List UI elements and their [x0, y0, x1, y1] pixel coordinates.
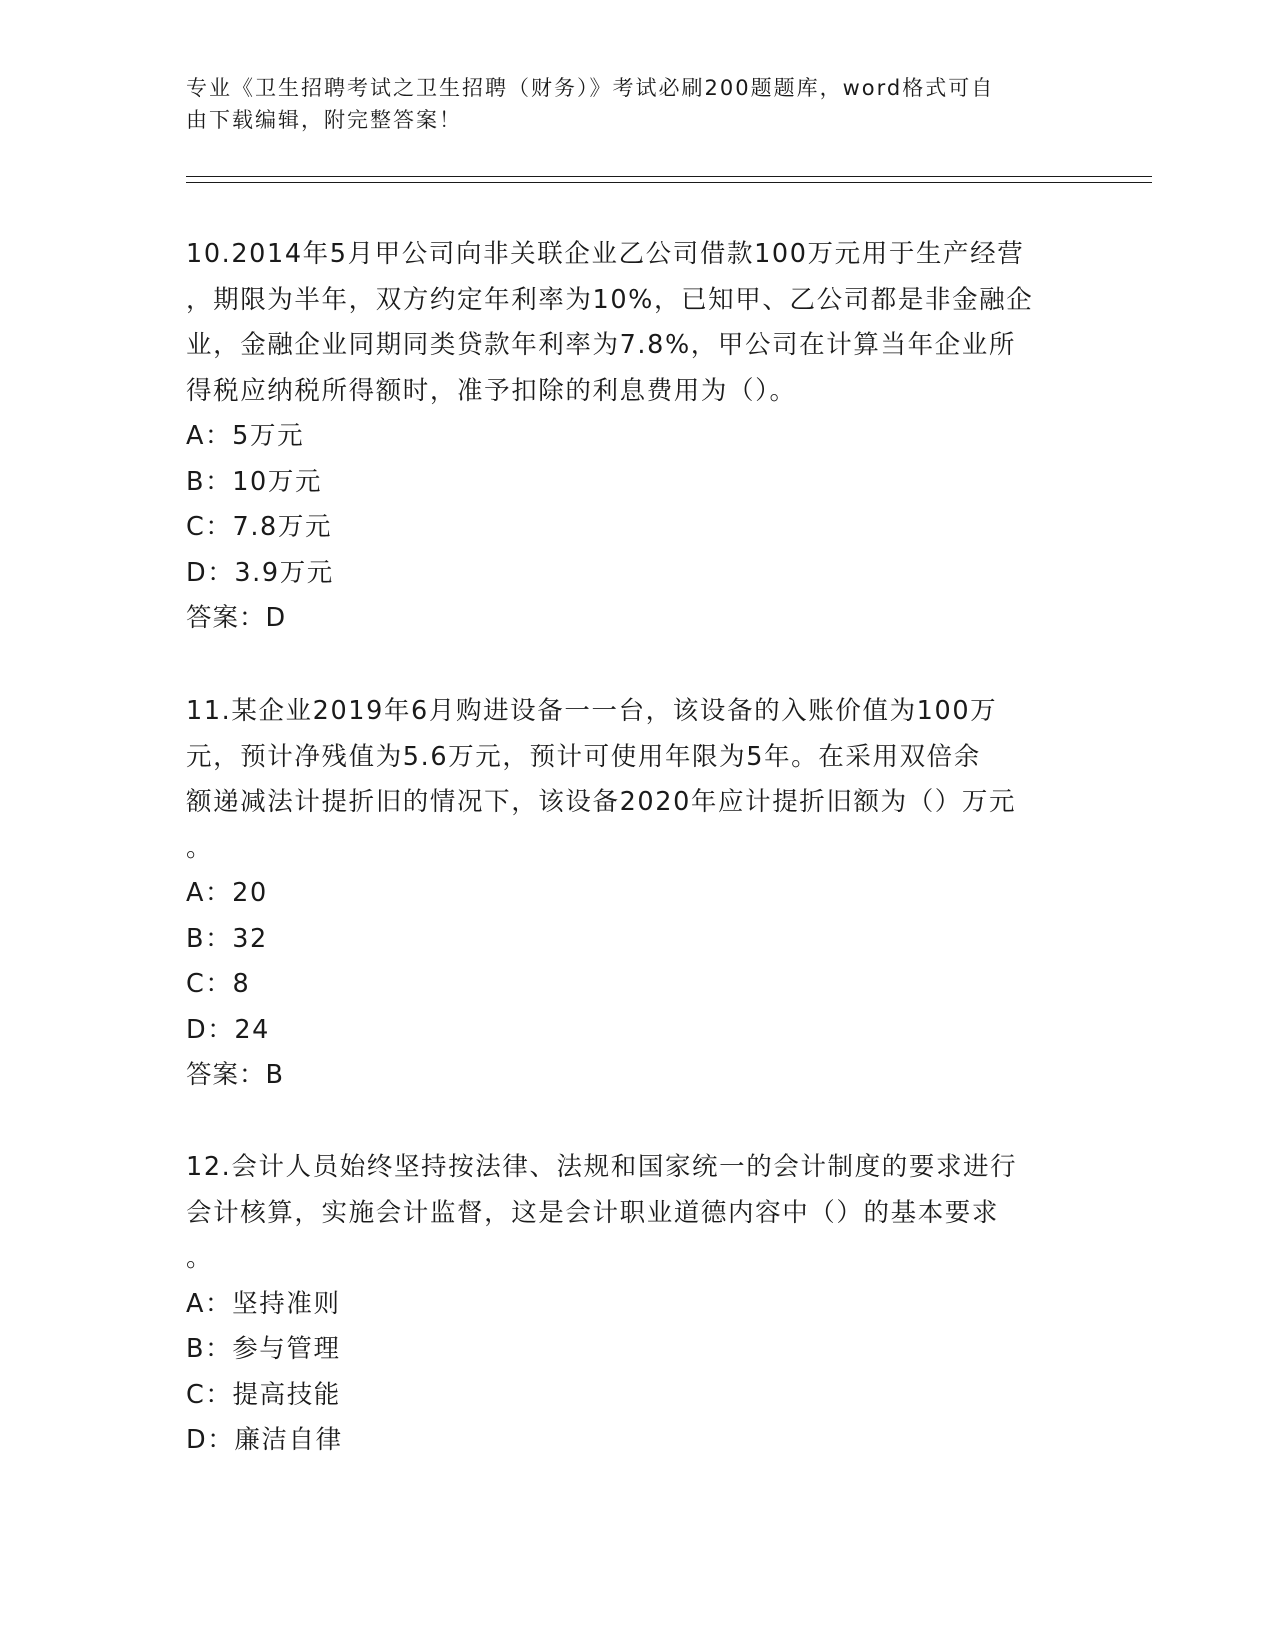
option-c: C：8 — [186, 969, 251, 999]
stem-line: 12.会计人员始终坚持按法律、法规和国家统一的会计制度的要求进行 — [186, 1152, 1018, 1182]
stem-line: 元，预计净残值为5.6万元，预计可使用年限为5年。在采用双倍余 — [186, 741, 981, 772]
answer-line: 答案：D — [186, 603, 287, 633]
answer-line: 答案：B — [186, 1060, 284, 1090]
option-c: C：提高技能 — [186, 1379, 341, 1410]
header-divider-top — [186, 176, 1152, 177]
question-stem — [186, 1145, 1086, 1282]
header-line-2: 由下载编辑，附完整答案！ — [186, 108, 462, 132]
question-10 — [186, 232, 1086, 642]
stem-line: 得税应纳税所得额时，准予扣除的利息费用为（）。 — [186, 375, 797, 406]
option-b: B：10万元 — [186, 466, 323, 497]
stem-line: ，期限为半年，双方约定年利率为10%，已知甲、乙公司都是非金融企 — [186, 284, 1034, 315]
stem-line: 会计核算，实施会计监督，这是会计职业道德内容中（）的基本要求 — [186, 1197, 1000, 1228]
question-12 — [186, 1145, 1086, 1464]
option-a: A：5万元 — [186, 421, 305, 451]
option-d: D：廉洁自律 — [186, 1425, 343, 1455]
stem-line: 额递减法计提折旧的情况下，该设备2020年应计提折旧额为（）万元 — [186, 787, 1017, 817]
stem-line: 10.2014年5月甲公司向非关联企业乙公司借款100万元用于生产经营 — [186, 239, 1025, 269]
document-header — [186, 72, 1066, 136]
option-c: C：7.8万元 — [186, 512, 333, 542]
option-b: B：32 — [186, 923, 268, 954]
option-d: D：3.9万元 — [186, 557, 334, 588]
option-a: A：坚持准则 — [186, 1288, 341, 1319]
stem-line: 。 — [186, 1243, 214, 1273]
header-line-1: 专业《卫生招聘考试之卫生招聘（财务）》考试必刷200题题库，word格式可自 — [186, 76, 995, 100]
question-stem — [186, 232, 1086, 414]
stem-line: 11.某企业2019年6月购进设备一一台，该设备的入账价值为100万 — [186, 696, 998, 726]
header-divider-bottom — [186, 182, 1152, 183]
stem-line: 。 — [186, 832, 214, 863]
question-11 — [186, 689, 1086, 1099]
option-b: B：参与管理 — [186, 1334, 341, 1364]
stem-line: 业，金融企业同期同类贷款年利率为7.8%，甲公司在计算当年企业所 — [186, 330, 1016, 360]
option-a: A：20 — [186, 878, 268, 908]
question-stem — [186, 689, 1086, 871]
option-d: D：24 — [186, 1014, 270, 1045]
